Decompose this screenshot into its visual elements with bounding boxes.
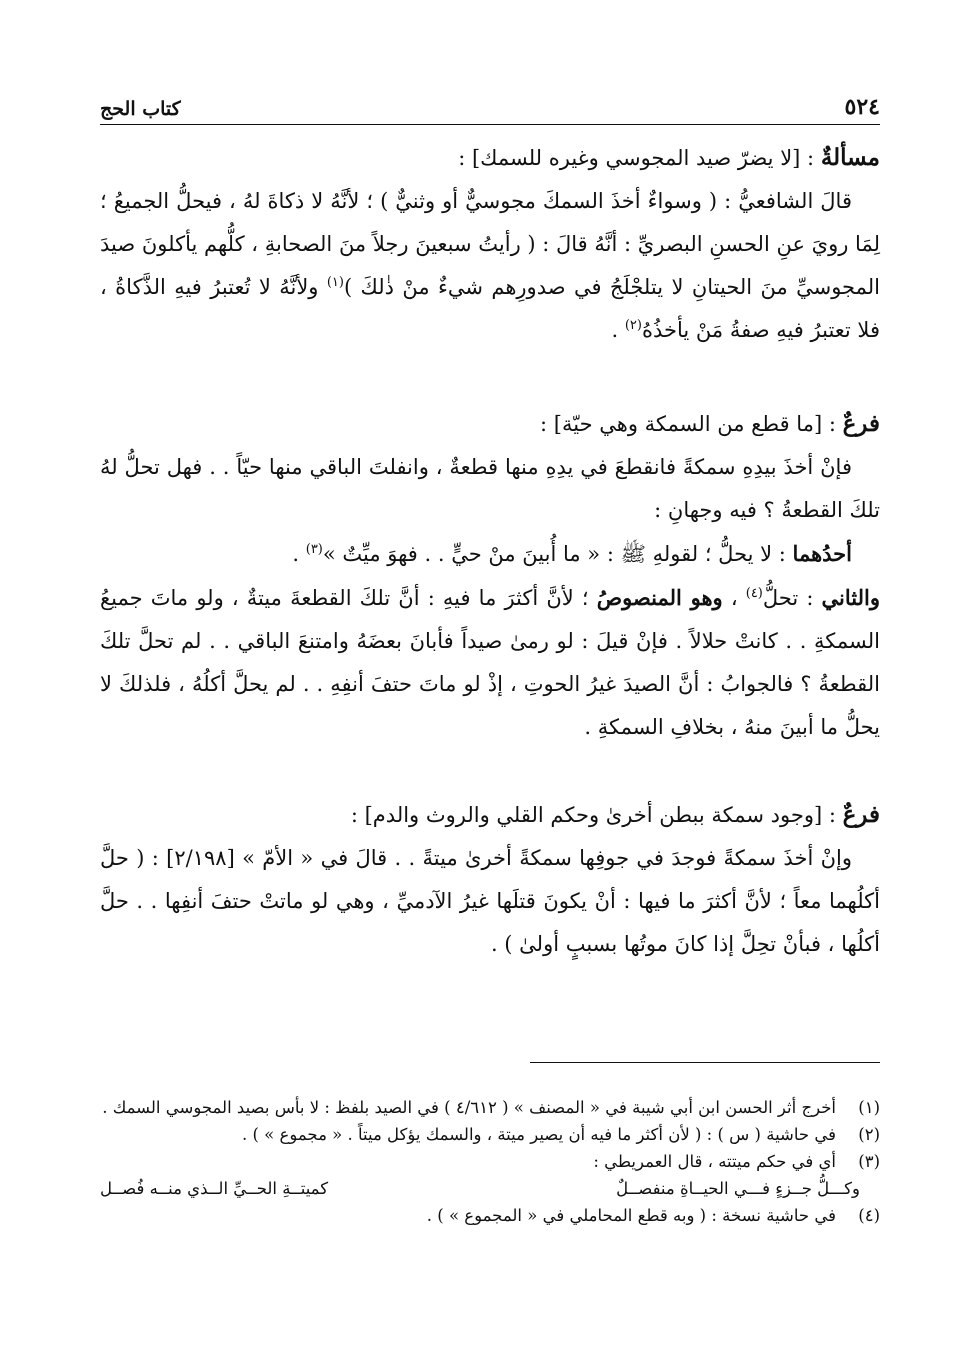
footnote-text: أي في حكم ميتته ، قال العمريطي : — [593, 1152, 836, 1171]
footnote-text: أخرج أثر الحسن ابن أبي شيبة في « المصنف » ( ٤/٦١٢ ) في الصيد بلفظ : لا بأس بصيد المجوسي السمك . — [102, 1098, 836, 1117]
paragraph-text: : لا يحلُّ ؛ لقولهِ ﷺ : « ما أُبينَ منْ حيٍّ . . فهوَ ميِّتٌ » — [322, 542, 793, 566]
footnote-ref-3[interactable]: (٣) — [305, 542, 323, 557]
verse-hemistich-2: كميتــةِ الحــيِّ الــذي منــه فُصــل — [100, 1179, 329, 1198]
book-page — [100, 0, 880, 1366]
footnote-ref-2[interactable]: (٢) — [624, 318, 642, 333]
spacer — [100, 749, 880, 793]
paragraph-text: : تحلُّ — [762, 586, 822, 610]
emphasis: وهو المنصوصُ — [596, 585, 723, 610]
main-text — [100, 136, 880, 966]
heading-title: : [لا يضرّ صيد المجوسي وغيره للسمك] : — [458, 146, 821, 170]
page-number: ٥٢٤ — [844, 94, 880, 120]
footnote-3 — [100, 1148, 880, 1175]
paragraph-text: . — [292, 542, 306, 566]
section-heading-masala — [100, 136, 880, 180]
heading-title: : [ما قطع من السمكة وهي حيّة] : — [540, 412, 843, 436]
heading-label: فرعٌ — [842, 410, 880, 437]
footnote-1 — [100, 1094, 880, 1121]
paragraph-text: . — [611, 318, 625, 342]
footnote-number: (١) — [858, 1098, 880, 1117]
view-label: والثاني — [821, 585, 880, 610]
heading-label: مسألةٌ — [820, 144, 880, 171]
footnote-2 — [100, 1121, 880, 1148]
paragraph-text: ؛ لأنَّ أكثرَ ما فيهِ : أنَّ تلكَ القطعةَ ميتةٌ ، ولو ماتَ جميعُ السمكةِ . . كانتْ حلالاً . فإنْ قيلَ : لو رمىٰ صيداً فأبانَ بعضَهُ وامتنعَ الباقي . . لم تحلَّ تلكَ القطعةُ ؟ فالجوابُ : أنَّ الصيدَ غيرُ الحوتِ ، إذْ لو ماتَ حتفَ أنفِهِ . . لم يحلَّ أكلُهُ ، فلذلكَ لا يحلُّ ما أبينَ منهُ ، بخلافِ السمكةِ . — [100, 586, 880, 739]
heading-label: فرعٌ — [842, 801, 880, 828]
footnote-divider — [530, 1062, 880, 1063]
page-header — [100, 86, 880, 125]
paragraph-text: ولأنَّهُ لا تُعتبرُ فيهِ الذَّكاةُ ، فلا تعتبرُ فيهِ صفةُ مَنْ يأخذُهُ — [100, 275, 880, 342]
footnotes — [100, 1094, 880, 1229]
paragraph-masala — [100, 180, 880, 352]
paragraph-far-1: فإنْ أخذَ بيدِهِ سمكةً فانقطعَ في يدِهِ منها قطعةٌ ، وانفلتَ الباقي منها حيّاً . . فهل تحلُّ لهُ تلكَ القطعةُ ؟ فيه وجهانِ : — [100, 455, 880, 522]
footnote-number: (٤) — [858, 1206, 880, 1225]
spacer — [100, 352, 880, 402]
footnote-number: (٣) — [858, 1152, 880, 1171]
paragraph-text: قالَ الشافعيُّ : ( وسواءٌ أخذَ السمكَ مجوسيٌّ أو وثنيٌّ ) ؛ لأنَّهُ لا ذكاةَ لهُ ، فيحلُّ الجميعُ ؛ لِمَا رويَ عنِ الحسنِ البصريِّ : أنَّهُ قالَ : ( رأيتُ سبعينَ رجلاً منَ الصحابةِ ، كلُّهم يأكلونَ صيدَ المجوسيِّ منَ الحيتانِ لا يتلجْلَجُ في صدورِهم شيءٌ منْ ذٰلكَ ) — [100, 189, 880, 299]
section-heading-far-2 — [100, 793, 880, 837]
footnote-number: (٢) — [858, 1125, 880, 1144]
verse — [100, 1175, 880, 1202]
footnote-text: في حاشية نسخة : ( وبه قطع المحاملي في « المجموع » ) . — [426, 1206, 836, 1225]
view-label: أحدُهما — [792, 541, 852, 566]
paragraph-far-2: وإنْ أخذَ سمكةً فوجدَ في جوفِها سمكةً أخرىٰ ميتةً . . قالَ في « الأمّ » [٢/١٩٨] : ( حلَّ أكلُهما معاً ؛ لأنَّ أكثرَ ما فيها : أنْ يكونَ قتلَها غيرُ الآدميِّ ، وهي لو ماتتْ حتفَ أنفِها . . حلَّ أكلُها ، فبأنْ تحِلَّ إذا كانَ موتُها بسببٍ أولىٰ ) . — [100, 846, 880, 956]
paragraph-first-view — [100, 532, 880, 576]
verse-hemistich-1: وكـــلُّ جــزءٍ فـــي الحيــاةِ منفصــلٌ — [616, 1179, 860, 1198]
footnote-ref-4[interactable]: (٤) — [745, 586, 763, 601]
section-heading-far-1 — [100, 402, 880, 446]
footnote-text: في حاشية ( س ) : ( لأن أكثر ما فيه أن يصير ميتة ، والسمك يؤكل ميتاً . « مجموع » ) . — [242, 1125, 836, 1144]
paragraph-text: ، — [722, 586, 746, 610]
footnote-ref-1[interactable]: (١) — [326, 275, 344, 290]
running-title: كتاب الحج — [100, 98, 181, 120]
footnote-4 — [100, 1202, 880, 1229]
heading-title: : [وجود سمكة ببطن أخرىٰ وحكم القلي والروث والدم] : — [350, 803, 843, 827]
paragraph-second-view — [100, 576, 880, 749]
